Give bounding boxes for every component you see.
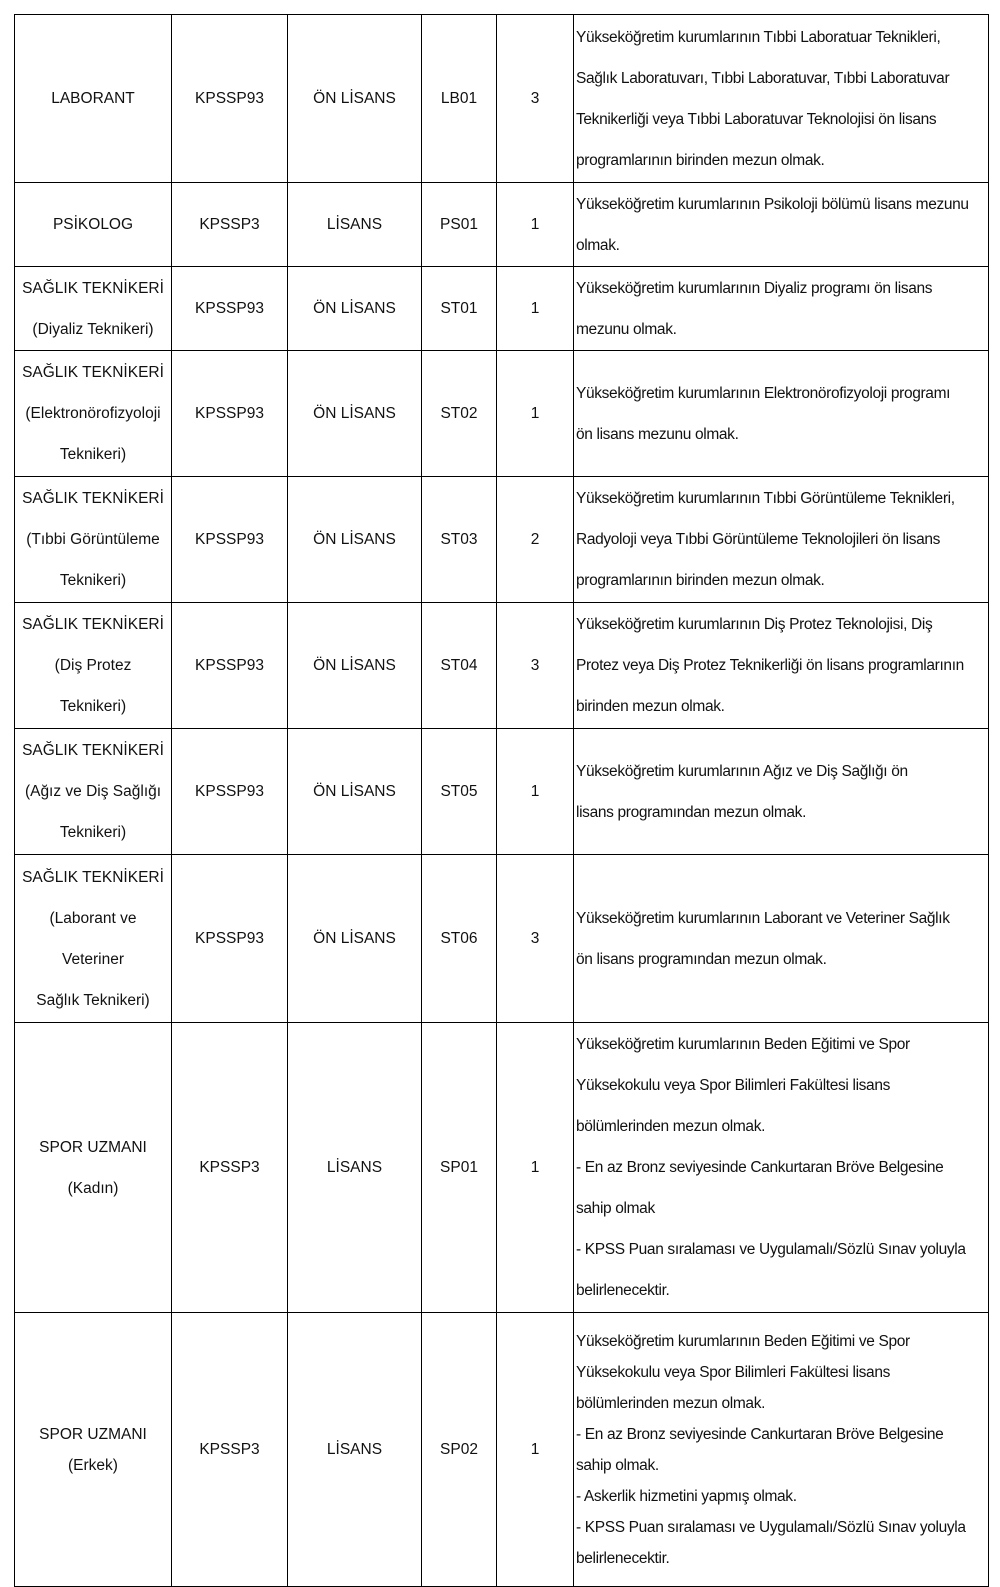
education-level-cell: LİSANS [288,1023,422,1313]
requirements-cell [574,603,989,729]
requirement-line: Yükseköğretim kurumlarının Elektronörofizyoloji programı [576,384,951,402]
position-title-cell [15,477,172,603]
requirement-line: programlarının birinden mezun olmak. [576,151,825,169]
position-count-cell: 1 [497,183,574,267]
requirement-line: - En az Bronz seviyesinde Cankurtaran Bröve Belgesine [576,1159,944,1176]
position-count-cell: 1 [497,1023,574,1313]
requirement-line: belirlenecektir. [576,1549,670,1567]
position-title-line: SAĞLIK TEKNİKERİ [22,616,164,633]
education-level-cell: ÖN LİSANS [288,477,422,603]
position-title-line: SAĞLIK TEKNİKERİ [22,868,164,886]
position-title-line: (Elektronörofizyoloji [25,405,161,422]
position-title-line: Teknikeri) [59,572,127,589]
position-title-line: Teknikeri) [59,698,127,715]
position-title-cell [15,351,172,477]
position-count-cell: 1 [497,1313,574,1587]
requirements-cell [574,1313,989,1587]
position-code-cell: ST03 [422,477,497,603]
table-row [15,1023,989,1313]
score-type-cell: KPSSP93 [172,855,288,1023]
requirement-line: Yükseköğretim kurumlarının Tıbbi Görüntüleme Teknikleri, [576,490,955,507]
requirement-line: Yüksekokulu veya Spor Bilimleri Fakültesi lisans [576,1077,890,1094]
education-level-cell: ÖN LİSANS [288,855,422,1023]
position-code-cell: LB01 [422,15,497,183]
position-title-line: Veteriner [61,950,125,968]
score-type-cell: KPSSP93 [172,477,288,603]
requirement-line: lisans programından mezun olmak. [576,803,807,821]
position-title-cell [15,1023,172,1313]
table-row [15,855,989,1023]
requirements-cell [574,1023,989,1313]
position-title-line: SAĞLIK TEKNİKERİ [22,490,164,507]
requirement-line: Yükseköğretim kurumlarının Tıbbi Laboratuar Teknikleri, [576,28,941,46]
position-code-cell: ST05 [422,729,497,855]
position-count-cell: 3 [497,603,574,729]
position-count-cell: 3 [497,15,574,183]
requirement-line: Protez veya Diş Protez Teknikerliği ön lisans programlarının [576,657,964,674]
score-type-cell: KPSSP3 [172,1313,288,1587]
score-type-cell: KPSSP3 [172,183,288,267]
requirement-line: - KPSS Puan sıralaması ve Uygulamalı/Sözlü Sınav yoluyla [576,1241,966,1258]
position-code-cell: ST02 [422,351,497,477]
position-title-cell [15,183,172,267]
position-title-line: (Erkek) [68,1456,118,1474]
requirements-cell [574,729,989,855]
position-title-cell [15,729,172,855]
position-title-line: Teknikeri) [59,446,127,463]
table-row [15,351,989,477]
table-row [15,1313,989,1587]
requirement-line: Teknikerliği veya Tıbbi Laboratuvar Teknolojisi ön lisans [576,110,937,128]
table-row [15,477,989,603]
education-level-cell: ÖN LİSANS [288,351,422,477]
requirement-line: birinden mezun olmak. [576,698,725,715]
position-title-line: (Ağız ve Diş Sağlığı [24,783,162,800]
position-title-line: SAĞLIK TEKNİKERİ [22,364,164,381]
position-code-cell: ST06 [422,855,497,1023]
position-title-line: (Diş Protez [54,657,132,674]
requirement-line: Yükseköğretim kurumlarının Ağız ve Diş Sağlığı ön [576,762,908,780]
requirement-line: Yükseköğretim kurumlarının Diş Protez Teknolojisi, Diş [576,616,933,633]
score-type-cell: KPSSP93 [172,729,288,855]
requirements-cell [574,183,989,267]
requirement-line: Yükseköğretim kurumlarının Beden Eğitimi ve Spor [576,1332,910,1350]
position-count-cell: 1 [497,351,574,477]
position-title-line: SPOR UZMANI [39,1425,147,1443]
score-type-cell: KPSSP93 [172,603,288,729]
position-title-line: SAĞLIK TEKNİKERİ [22,742,164,759]
requirement-line: olmak. [576,236,620,254]
position-code-cell: PS01 [422,183,497,267]
position-title-line: (Diyaliz Teknikeri) [32,320,154,338]
positions-table-body [15,15,989,1587]
requirement-line: Radyoloji veya Tıbbi Görüntüleme Teknolojileri ön lisans [576,531,941,548]
requirement-line: programlarının birinden mezun olmak. [576,572,825,589]
position-title-line: PSİKOLOG [52,216,134,233]
table-row [15,183,989,267]
requirements-cell [574,267,989,351]
score-type-cell: KPSSP93 [172,267,288,351]
requirement-line: Yükseköğretim kurumlarının Diyaliz programı ön lisans [576,279,933,297]
education-level-cell: ÖN LİSANS [288,267,422,351]
position-title-line: (Kadın) [67,1179,119,1197]
position-title-line: (Laborant ve [49,909,137,927]
position-title-line: Teknikeri) [59,824,127,841]
requirement-line: - En az Bronz seviyesinde Cankurtaran Bröve Belgesine [576,1425,944,1443]
position-title-line: (Tıbbi Görüntüleme [26,531,160,548]
requirement-line: mezunu olmak. [576,320,677,338]
requirement-line: ön lisans mezunu olmak. [576,425,739,443]
position-title-cell [15,15,172,183]
requirements-cell [574,477,989,603]
requirement-line: ön lisans programından mezun olmak. [576,950,827,968]
position-code-cell: SP01 [422,1023,497,1313]
requirement-line: bölümlerinden mezun olmak. [576,1394,766,1412]
education-level-cell: ÖN LİSANS [288,603,422,729]
requirement-line: sahip olmak [576,1200,655,1217]
requirement-line: Sağlık Laboratuvarı, Tıbbi Laboratuvar, Tıbbi Laboratuvar [576,69,950,87]
requirements-cell [574,15,989,183]
position-title-line: LABORANT [51,90,135,107]
education-level-cell: LİSANS [288,1313,422,1587]
requirement-line: Yükseköğretim kurumlarının Beden Eğitimi ve Spor [576,1036,910,1053]
table-row [15,729,989,855]
position-count-cell: 2 [497,477,574,603]
score-type-cell: KPSSP3 [172,1023,288,1313]
score-type-cell: KPSSP93 [172,15,288,183]
requirement-line: Yükseköğretim kurumlarının Laborant ve Veteriner Sağlık [576,909,950,927]
position-count-cell: 3 [497,855,574,1023]
requirement-line: - KPSS Puan sıralaması ve Uygulamalı/Sözlü Sınav yoluyla [576,1518,966,1536]
requirements-cell [574,351,989,477]
education-level-cell: ÖN LİSANS [288,15,422,183]
requirements-cell [574,855,989,1023]
position-title-cell [15,1313,172,1587]
position-title-line: SAĞLIK TEKNİKERİ [22,279,164,297]
requirement-line: bölümlerinden mezun olmak. [576,1118,766,1135]
position-code-cell: ST04 [422,603,497,729]
score-type-cell: KPSSP93 [172,351,288,477]
position-title-cell [15,855,172,1023]
position-title-line: SPOR UZMANI [39,1138,147,1156]
table-row [15,15,989,183]
requirement-line: - Askerlik hizmetini yapmış olmak. [576,1487,797,1505]
position-code-cell: ST01 [422,267,497,351]
position-title-cell [15,267,172,351]
position-title-line: Sağlık Teknikeri) [36,991,150,1009]
position-code-cell: SP02 [422,1313,497,1587]
requirement-line: Yüksekokulu veya Spor Bilimleri Fakültesi lisans [576,1363,890,1381]
positions-table [14,14,989,1587]
requirement-line: belirlenecektir. [576,1282,670,1299]
position-count-cell: 1 [497,267,574,351]
requirement-line: Yükseköğretim kurumlarının Psikoloji bölümü lisans mezunu [576,195,969,213]
table-row [15,267,989,351]
table-row [15,603,989,729]
education-level-cell: LİSANS [288,183,422,267]
position-count-cell: 1 [497,729,574,855]
education-level-cell: ÖN LİSANS [288,729,422,855]
requirement-line: sahip olmak. [576,1456,659,1474]
position-title-cell [15,603,172,729]
